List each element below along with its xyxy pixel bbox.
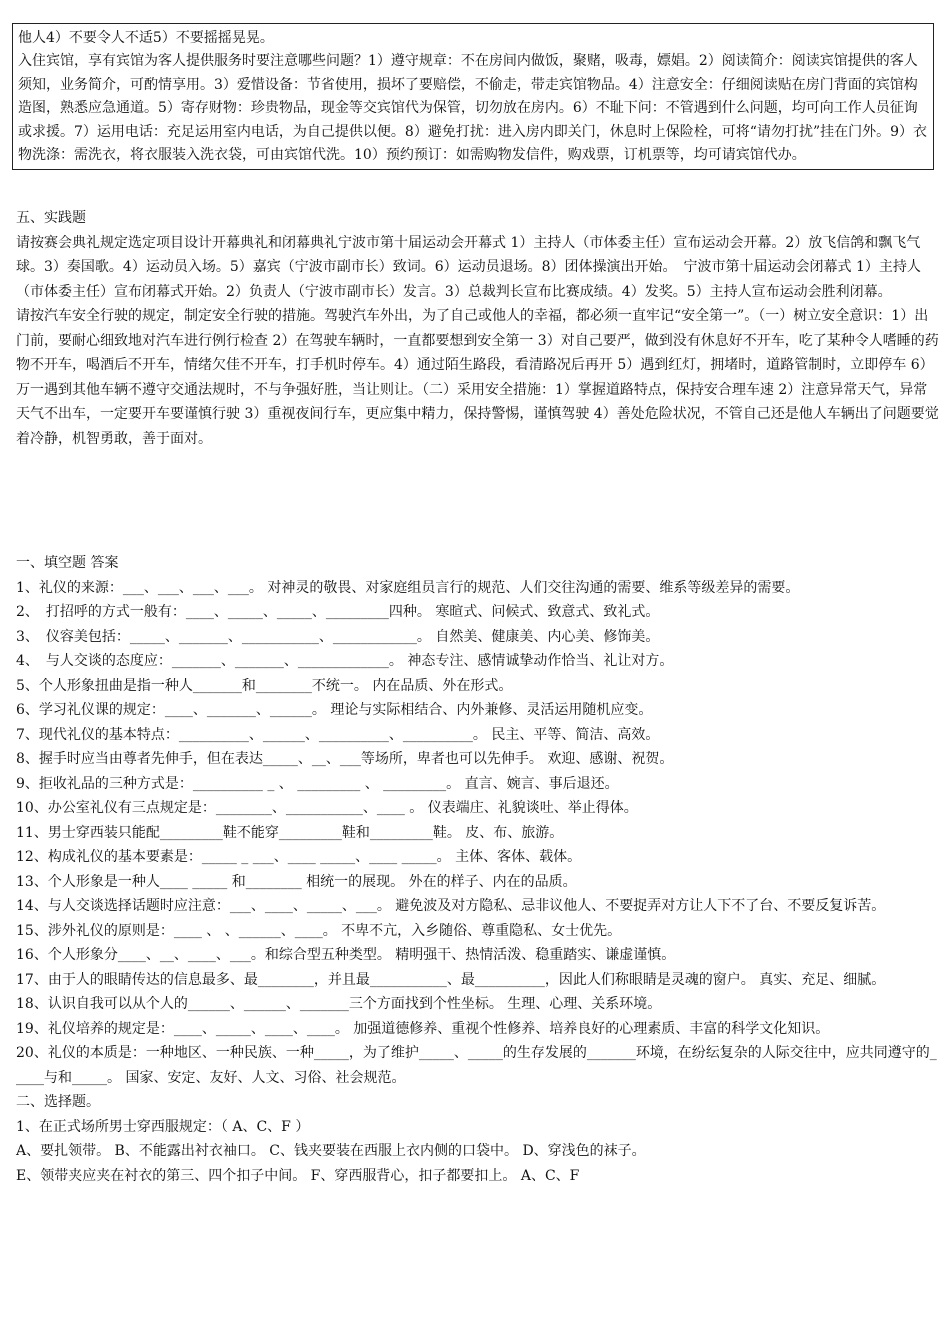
practice-section (16, 206, 940, 451)
question-line: 6、学习礼仪课的规定：____、_______、______。 理论与实际相结合、内外兼修、灵活运用随机应变。 (16, 702, 653, 718)
section-heading: 二、选择题。 (16, 1094, 100, 1110)
hotel-etiquette-box (12, 23, 934, 170)
section-heading: 一、填空题 答案 (16, 555, 119, 571)
question-line: 3、 仪容美包括：_____、_______、___________、____________。 自然美、健康美、内心美、修饰美。 (16, 628, 660, 645)
box-paragraph: 他人4）不要令人不适5）不要摇摇晃晃。 (18, 30, 274, 46)
answers-section (16, 551, 940, 1188)
question-line: 14、与人交谈选择话题时应注意：___、____、_____、___。 避免波及对方隐私、忌非议他人、不要捉弄对方让人下不了台、不要反复诉苦。 (16, 898, 886, 914)
question-line: 11、男士穿西装只能配_________鞋不能穿_________鞋和_________鞋。 皮、布、旅游。 (16, 824, 564, 841)
question-line: 5、个人形象扭曲是指一种人_______和________不统一。 内在品质、外在形式。 (16, 677, 513, 694)
question-line: 10、办公室礼仪有三点规定是：________、___________、____ 。 仪表端庄、礼貌谈吐、举止得体。 (16, 800, 638, 816)
question-line: 16、个人形象分____、__、____、___。和综合型五种类型。 精明强干、热情活泼、稳重踏实、谦虚谨慎。 (16, 947, 676, 963)
question-line: 7、现代礼仪的基本特点：__________、______、__________、__________。 民主、平等、简洁、高效。 (16, 726, 660, 743)
option-line: E、领带夹应夹在衬衣的第三、四个扣子中间。 F、穿西服背心，扣子都要扣上。 A、C、F (16, 1167, 580, 1184)
box-paragraph: 入住宾馆，享有宾馆为客人提供服务时要注意哪些问题？1）遵守规章：不在房间内做饭，聚赌，吸毒，嫖娼。2）阅读简介：阅读宾馆提供的客人须知，业务简介，可酌情享用。3）爱惜设备：节省使用，损坏了要赔偿，不偷走，带走宾馆物品。4）注意安全：仔细阅读贴在房门背面的宾馆构造图，熟悉应急通道。5）寄存财物：珍贵物品，现金等交宾馆代为保管，切勿放在房内。6）不耻下问：不管遇到什么问题，均可向工作人员征询或求援。7）运用电话：充足运用室内电话，为自己提供以便。8）避免打扰：进入房内即关门，休息时上保险栓，可将“请勿打扰”挂在门外。9）衣物洗涤：需洗衣，将衣服装入洗衣袋，可由宾馆代洗。10）预约预订：如需购物发信件，购戏票，订机票等，均可请宾馆代办。 (18, 53, 928, 164)
question-line: 19、礼仪培养的规定是：____、_____、____、____。 加强道德修养、重视个性修养、培养良好的心理素质、丰富的科学文化知识。 (16, 1020, 830, 1037)
paragraph: 请按赛会典礼规定选定项目设计开幕典礼和闭幕典礼宁波市第十届运动会开幕式 1）主持人（市体委主任）宣布运动会开幕。2）放飞信鸽和飘飞气球。3）奏国歌。4）运动员入场。5）嘉宾（宁波市副市长）致词。6）运动员退场。8）团体操演出开始。 宁波市第十届运动会闭幕式 1）主持人（市体委主任）宣布闭幕式开始。2）负责人（宁波市副市长）发言。3）总裁判长宣布比赛成绩。4）发奖。5）主持人宣布运动会胜利闭幕。 (16, 234, 921, 300)
question-line: 20、礼仪的本质是：一种地区、一种民族、一种_____，为了维护_____、_____的生存发展的_______环境，在纷纭复杂的人际交往中，应共同遵守的_____与和_____。 国家、安定、友好、人文、习俗、社会规范。 (16, 1045, 937, 1086)
question-line: 13、个人形象是一种人____ _____ 和________ 相统一的展现。 外在的样子、内在的品质。 (16, 873, 577, 890)
question-line: 15、涉外礼仪的原则是：____ 、 、______、____。 不卑不亢，入乡随俗、尊重隐私、女士优先。 (16, 922, 622, 939)
question-line: 12、构成礼仪的基本要素是：_____ _ ___、____ _____、____ _____。 主体、客体、载体。 (16, 849, 582, 865)
question-line: 9、拒收礼品的三种方式是：__________ _ 、 _________ 、 _________。 直言、婉言、事后退还。 (16, 775, 619, 792)
question-line: 8、握手时应当由尊者先伸手，但在表达_____、__、___等场所，卑者也可以先伸手。 欢迎、感谢、祝贺。 (16, 751, 674, 767)
question-line: 18、认识自我可以从个人的______、______、_______三个方面找到个性坐标。 生理、心理、关系环境。 (16, 996, 662, 1012)
question-line: 4、 与人交谈的态度应：_______、_______、_____________。 神态专注、感情诚挚动作恰当、礼让对方。 (16, 653, 674, 669)
question-line: 2、 打招呼的方式一般有：____、_____、_____、_________四种。 寒暄式、问候式、致意式、致礼式。 (16, 604, 660, 620)
question-line: 1、礼仪的来源：___、___、___、___。 对神灵的敬畏、对家庭组员言行的规范、人们交往沟通的需要、维系等级差异的需要。 (16, 579, 800, 596)
question-line: 1、在正式场所男士穿西服规定：（ A、C、F ） (16, 1118, 310, 1135)
paragraph: 请按汽车安全行驶的规定，制定安全行驶的措施。驾驶汽车外出，为了自己或他人的幸福，都必须一直牢记“安全第一”。（一）树立安全意识：1）出门前，要耐心细致地对汽车进行例行检查 2）在驾驶车辆时，一直都要想到安全第一 3）对自己要严，做到没有休息好不开车，吃了某种令人嗜睡的药物不开车，喝酒后不开车，情绪欠佳不开车，打手机时停车。4）通过陌生路段，看清路况后再开 5）遇到红灯，拥堵时，道路管制时，立即停车 6）万一遇到其他车辆不遵守交通法规时，不与争强好胜，当让则让。（二）采用安全措施：1）掌握道路特点，保持安合理车速 2）注意异常天气，异常天气不出车，一定要开车要谨慎行驶 3）重视夜间行车，更应集中精力，保持警惕，谨慎驾驶 4）善处危险状况，不管自己还是他人车辆出了问题要觉着冷静，机智勇敢，善于面对。 (16, 308, 939, 447)
section-heading: 五、实践题 (16, 210, 86, 226)
option-line: A、要扎领带。 B、不能露出衬衣袖口。 C、钱夹要装在西服上衣内侧的口袋中。 D、穿浅色的袜子。 (16, 1143, 646, 1159)
question-line: 17、由于人的眼睛传达的信息最多、最________，并且最___________、最__________，因此人们称眼睛是灵魂的窗户。 真实、充足、细腻。 (16, 971, 886, 988)
